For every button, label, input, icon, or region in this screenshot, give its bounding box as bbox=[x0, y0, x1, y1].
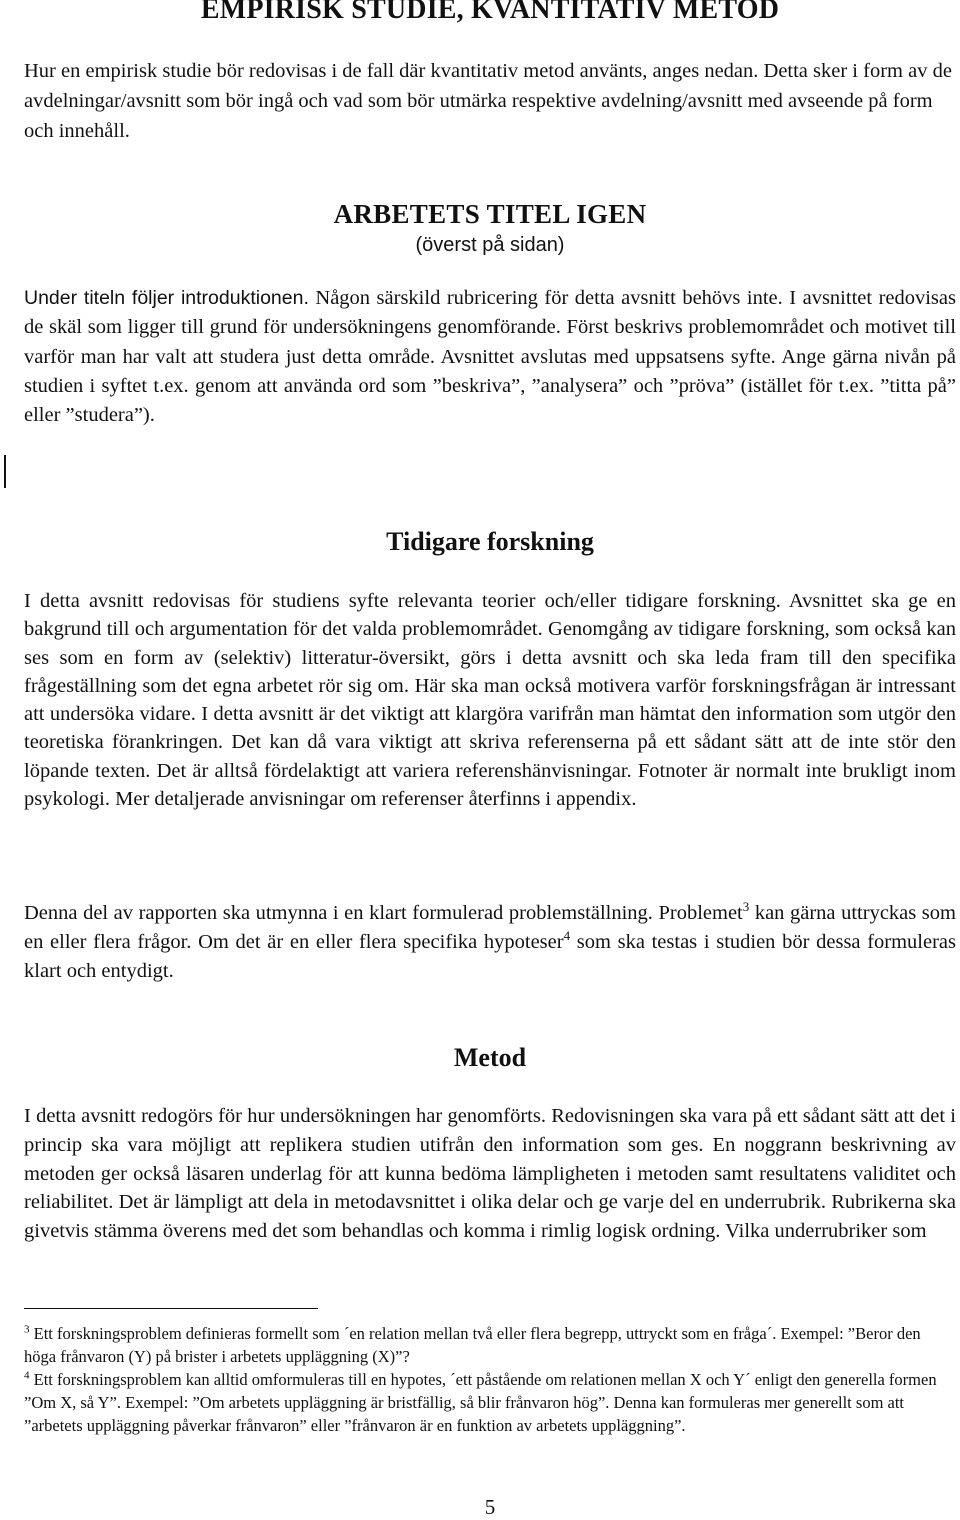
footnote-ref-3[interactable]: 3 bbox=[742, 899, 750, 915]
footnote-text-3: Ett forskningsproblem definieras formellt som ´en relation mellan två eller flera begrepp, uttryckt som en fråga´. Exempel: ”Beror den höga frånvaron (Y) på brister i arbetets uppläggning (X)”? bbox=[24, 1324, 921, 1366]
footnote-separator bbox=[24, 1308, 318, 1309]
footnote-number-4: 4 bbox=[24, 1369, 30, 1382]
introduction-paragraph bbox=[24, 284, 956, 430]
footnote-number-3: 3 bbox=[24, 1323, 30, 1336]
problem-text-2: kan gärna uttryckas som en eller flera frågor. Om det är en eller flera specifika hypoteser bbox=[24, 902, 956, 953]
footnote-3 bbox=[24, 1322, 944, 1368]
problem-paragraph bbox=[24, 899, 956, 986]
method-heading: Metod bbox=[453, 1043, 527, 1072]
title-again-heading: ARBETETS TITEL IGEN bbox=[333, 199, 647, 229]
main-title: EMPIRISK STUDIE, KVANTITATIV METOD bbox=[200, 0, 780, 25]
previous-research-paragraph: I detta avsnitt redovisas för studiens syfte relevanta teorier och/eller tidigare forskning. Avsnittet ska ge en bakgrund till och argumentation för det valda problemområdet. Genomgång av tidigare forskning, som också kan ses som en form av (selektiv) litteratur-översikt, görs i detta avsnitt och ska leda fram till den specifika frågeställning som det egna arbetet rör sig om. Här ska man också motivera varför forskningsfrågan är intressant att undersöka vidare. I detta avsnitt är det viktigt att klargöra varifrån man hämtat den information som utgör den teoretiska förankringen. Det kan då vara viktigt att skriva referenserna på ett sådant sätt att de inte stör den löpande texten. Det är alltså fördelaktigt att variera referenshänvisningar. Fotnoter är normalt inte brukligt inom psykologi. Mer detaljerade anvisningar om referenser återfinns i appendix. bbox=[24, 590, 956, 811]
previous-research-heading: Tidigare forskning bbox=[386, 527, 594, 556]
problem-text-1: Denna del av rapporten ska utmynna i en klart formulerad problemställning. Problemet bbox=[24, 902, 743, 924]
footnotes bbox=[24, 1322, 944, 1437]
footnote-text-4: Ett forskningsproblem kan alltid omformuleras till en hypotes, ´ett påstående om relationen mellan X och Y´ enligt den generella formen ”Om X, så Y”. Exempel: ”Om arbetets uppläggning är bristfällig, så blir frånvaron hög”. Denna kan formuleras mer generellt som att ”arbetets uppläggning påverkar frånvaron” eller ”frånvaron är en funktion av arbetets uppläggning”. bbox=[24, 1370, 937, 1435]
introduction-body: Någon särskild rubricering för detta avsnitt behövs inte. I avsnittet redovisas de skäl som ligger till grund för undersökningens genomförande. Först beskrivs problemområdet och motivet till varför man har valt att studera just detta område. Avsnittet avslutas med uppsatsens syfte. Ange gärna nivån på studien i syftet t.ex. genom att använda ord som ”beskriva”, ”analysera” och ”pröva” (istället för t.ex. ”titta på” eller ”studera”). bbox=[24, 287, 956, 427]
method-paragraph: I detta avsnitt redogörs för hur undersökningen har genomförts. Redovisningen ska vara på ett sådant sätt att det i princip ska vara möjligt att replikera studien utifrån den information som ges. En noggrann beskrivning av metoden ger också läsaren underlag för att kunna bedöma lämpligheten i metoden samt resultatens validitet och reliabilitet. Det är lämpligt att dela in metodavsnittet i olika delar och ge varje del en underrubrik. Rubrikerna ska givetvis stämma överens med det som behandlas och komma i rimlig logisk ordning. Vilka underrubriker som bbox=[24, 1105, 956, 1243]
footnote-4 bbox=[24, 1368, 944, 1437]
revision-bar bbox=[4, 455, 6, 488]
problem-text-3: som ska testas i studien bör dessa formuleras klart och entydigt. bbox=[24, 931, 956, 982]
page-number: 5 bbox=[484, 1495, 496, 1519]
introduction-lead: Under titeln följer introduktionen. bbox=[24, 287, 309, 309]
footnote-ref-4[interactable]: 4 bbox=[563, 928, 571, 944]
title-again-subheading: (överst på sidan) bbox=[415, 234, 565, 256]
intro-paragraph: Hur en empirisk studie bör redovisas i de fall där kvantitativ metod använts, anges nedan. Detta sker i form av de avdelningar/avsnitt som bör ingå och vad som bör utmärka respektive avdelning/avsnitt med avseende på form och innehåll. bbox=[24, 60, 952, 142]
